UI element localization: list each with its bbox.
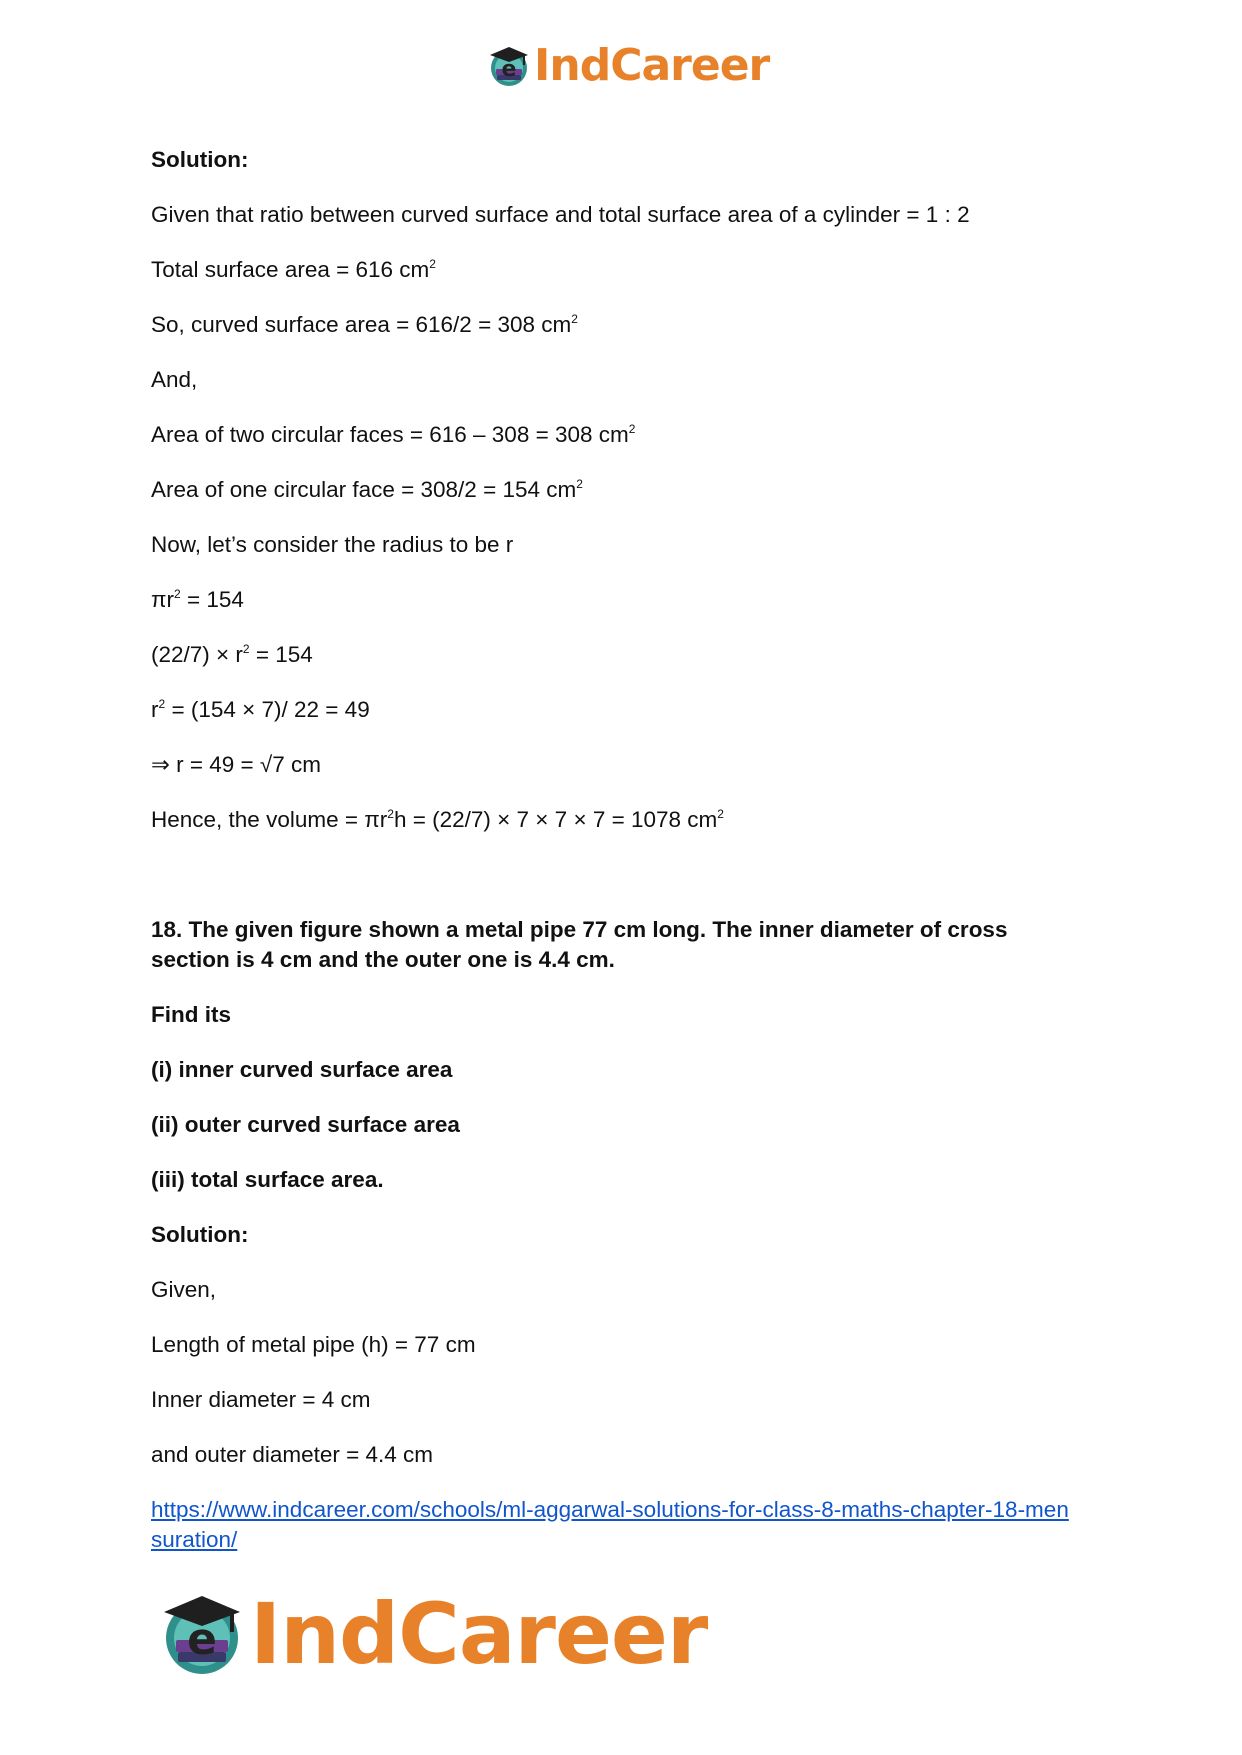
superscript: 2	[174, 587, 181, 601]
text: Hence, the volume = πr	[151, 807, 388, 832]
text: Total surface area = 616 cm	[151, 257, 430, 282]
superscript: 2	[571, 312, 578, 326]
logo-wordmark: IndCareer	[250, 1585, 708, 1683]
source-link-line-2[interactable]: suration/	[151, 1527, 238, 1552]
superscript: 2	[576, 477, 583, 491]
graduation-book-icon	[488, 45, 530, 87]
solution-18-heading: Solution:	[151, 1222, 249, 1247]
solution-line-r2	[151, 695, 370, 725]
solution-line-ratio: Given that ratio between curved surface and total surface area of a cylinder = 1 : 2	[151, 202, 970, 227]
question-find: Find its	[151, 1002, 231, 1027]
text: = 154	[180, 587, 244, 612]
superscript: 2	[717, 807, 724, 821]
question-18-line-1: 18. The given figure shown a metal pipe 77 cm long. The inner diameter of cross	[151, 917, 1008, 942]
superscript: 2	[429, 257, 436, 271]
superscript: 2	[387, 807, 394, 821]
solution-line-and: And,	[151, 367, 198, 392]
text: πr	[151, 587, 175, 612]
solution-line-r: ⇒ r = 49 = √7 cm	[151, 752, 322, 777]
solution-line-tsa	[151, 255, 436, 285]
superscript: 2	[242, 642, 250, 656]
solution-line-volume	[151, 805, 724, 835]
text: = 154	[249, 642, 313, 667]
source-link-line-1[interactable]: https://www.indcareer.com/schools/ml-aggarwal-solutions-for-class-8-maths-chapter-18-men	[151, 1497, 1069, 1522]
solution-line-one-face	[151, 475, 583, 505]
text: h = (22/7) × 7 × 7 × 7 = 1078 cm	[393, 807, 718, 832]
solution-line-pi-r2	[151, 585, 244, 615]
text: = (154 × 7)/ 22 = 49	[165, 697, 370, 722]
question-part-ii: (ii) outer curved surface area	[151, 1112, 460, 1137]
question-part-i: (i) inner curved surface area	[151, 1057, 453, 1082]
text: r	[151, 697, 159, 722]
solution-line-22-7	[151, 640, 313, 670]
solution-line-csa	[151, 310, 578, 340]
question-part-iii: (iii) total surface area.	[151, 1167, 384, 1192]
solution-18-outer: and outer diameter = 4.4 cm	[151, 1442, 434, 1467]
header-logo	[488, 40, 769, 91]
text: Area of one circular face = 308/2 = 154 cm	[151, 477, 577, 502]
logo-letter: e	[501, 56, 517, 82]
logo-letter: e	[187, 1614, 217, 1665]
solution-18-length: Length of metal pipe (h) = 77 cm	[151, 1332, 476, 1357]
footer-logo	[160, 1585, 707, 1683]
superscript: 2	[158, 697, 166, 711]
question-18-line-2: section is 4 cm and the outer one is 4.4 cm.	[151, 947, 615, 972]
superscript: 2	[628, 422, 636, 436]
graduation-book-icon	[160, 1592, 244, 1676]
solution-line-radius: Now, let’s consider the radius to be r	[151, 532, 514, 557]
text: So, curved surface area = 616/2 = 308 cm	[151, 312, 572, 337]
text: (22/7) × r	[151, 642, 243, 667]
logo-wordmark: IndCareer	[534, 40, 770, 91]
solution-18-given: Given,	[151, 1277, 217, 1302]
solution-heading: Solution:	[151, 147, 249, 172]
solution-line-two-faces	[151, 420, 635, 450]
text: Area of two circular faces = 616 – 308 = 308 cm	[151, 422, 629, 447]
solution-18-inner: Inner diameter = 4 cm	[151, 1387, 371, 1412]
